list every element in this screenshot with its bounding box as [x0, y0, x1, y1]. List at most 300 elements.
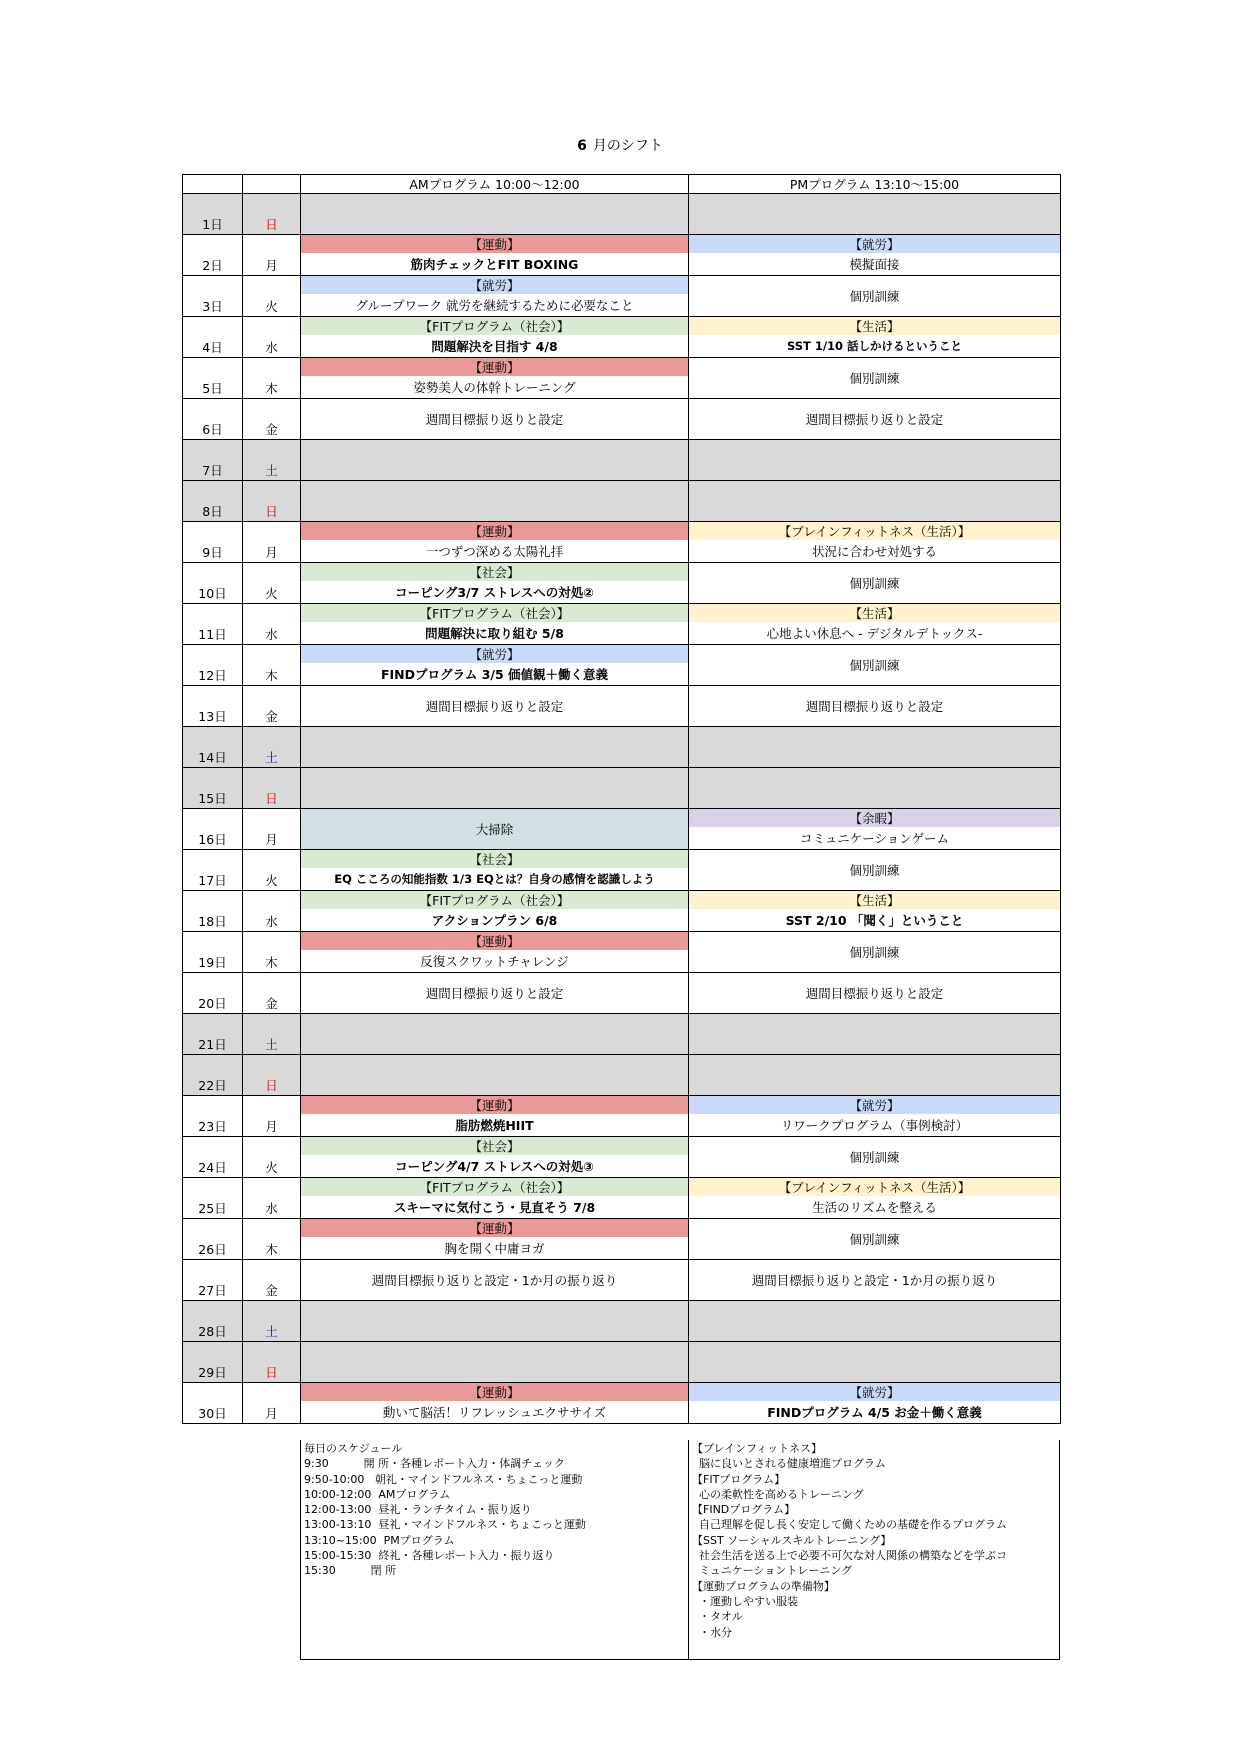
table-row — [183, 768, 1061, 809]
am-program-text: 脂肪燃焼HIIT — [455, 1118, 534, 1133]
header-am: AMプログラム 10:00～12:00 — [301, 175, 689, 193]
pm-cell — [689, 1096, 1061, 1136]
table-row — [183, 1055, 1061, 1096]
day-cell — [183, 522, 243, 562]
month-number: 6 — [577, 138, 587, 154]
weekday-cell — [243, 1219, 301, 1259]
am-category: 【社会】 — [301, 850, 688, 868]
day-label: 23日 — [198, 1119, 227, 1134]
weekday-cell — [243, 768, 301, 808]
pm-cell — [689, 645, 1061, 685]
am-program-text: 動いて脳活！リフレッシュエクササイズ — [382, 1405, 607, 1420]
weekday-label: 金 — [265, 996, 278, 1011]
pm-cell — [689, 522, 1061, 562]
pm-cell — [689, 481, 1061, 521]
pm-category: 【就労】 — [689, 1096, 1060, 1114]
day-cell — [183, 194, 243, 234]
pm-category: 【ブレインフィットネス（生活）】 — [689, 1178, 1060, 1196]
day-label: 17日 — [198, 873, 227, 888]
pm-category: 【生活】 — [689, 891, 1060, 909]
note-line: ミュニケーショントレーニング — [692, 1564, 853, 1578]
day-label: 27日 — [198, 1283, 227, 1298]
table-body — [183, 194, 1061, 1424]
weekday-label: 水 — [265, 340, 278, 355]
am-cell — [301, 358, 689, 398]
day-label: 19日 — [198, 955, 227, 970]
am-category: 【運動】 — [301, 932, 688, 950]
table-row — [183, 809, 1061, 850]
weekday-label: 水 — [265, 1201, 278, 1216]
am-program-text: 週間目標振り返りと設定・1か月の振り返り — [371, 1273, 618, 1288]
am-cell — [301, 1342, 689, 1382]
pm-program-text: FINDプログラム 4/5 お金＋働く意義 — [767, 1405, 982, 1420]
am-program-text: コーピング4/7 ストレスへの対処③ — [395, 1159, 594, 1174]
weekday-label: 土 — [265, 1324, 278, 1339]
weekday-cell — [243, 1178, 301, 1218]
weekday-label: 日 — [265, 504, 278, 519]
weekday-label: 木 — [265, 1242, 278, 1257]
am-category: 【社会】 — [301, 563, 688, 581]
am-category: 【社会】 — [301, 1137, 688, 1155]
day-cell — [183, 1342, 243, 1382]
weekday-cell — [243, 1301, 301, 1341]
day-cell — [183, 276, 243, 316]
am-program-text: 週間目標振り返りと設定 — [425, 699, 564, 714]
pm-cell — [689, 235, 1061, 275]
weekday-label: 木 — [265, 381, 278, 396]
pm-cell — [689, 727, 1061, 767]
am-cell — [301, 1014, 689, 1054]
note-line: 社会生活を送る上で必要不可欠な対人関係の構築などを学ぶコ — [692, 1549, 1007, 1563]
table-row — [183, 563, 1061, 604]
am-cell — [301, 563, 689, 603]
pm-program-text: 状況に合わせ対処する — [811, 544, 937, 559]
am-category: 【FITプログラム（社会）】 — [301, 604, 688, 622]
day-label: 25日 — [198, 1201, 227, 1216]
weekday-cell — [243, 604, 301, 644]
am-category: 【FITプログラム（社会）】 — [301, 1178, 688, 1196]
day-cell — [183, 809, 243, 849]
pm-category: 【就労】 — [689, 235, 1060, 253]
am-category: 【運動】 — [301, 1219, 688, 1237]
day-cell — [183, 440, 243, 480]
weekday-cell — [243, 1260, 301, 1300]
weekday-label: 日 — [265, 791, 278, 806]
table-row — [183, 276, 1061, 317]
weekday-cell — [243, 1014, 301, 1054]
pm-cell — [689, 932, 1061, 972]
day-label: 18日 — [198, 914, 227, 929]
day-label: 8日 — [202, 504, 223, 519]
weekday-label: 土 — [265, 463, 278, 478]
shift-table — [182, 174, 1061, 1424]
day-label: 3日 — [202, 299, 223, 314]
table-row — [183, 604, 1061, 645]
table-row — [183, 1178, 1061, 1219]
weekday-cell — [243, 358, 301, 398]
table-row — [183, 317, 1061, 358]
day-cell — [183, 604, 243, 644]
am-cell — [301, 399, 689, 439]
note-line: 【SST ソーシャルスキルトレーニング】 — [692, 1533, 892, 1547]
day-cell — [183, 317, 243, 357]
weekday-cell — [243, 317, 301, 357]
weekday-cell — [243, 1096, 301, 1136]
weekday-label: 月 — [265, 545, 278, 560]
note-line: 10:00-12:00 AMプログラム — [304, 1487, 451, 1501]
pm-cell — [689, 1137, 1061, 1177]
weekday-label: 水 — [265, 914, 278, 929]
day-cell — [183, 891, 243, 931]
weekday-label: 土 — [265, 750, 278, 765]
day-cell — [183, 1383, 243, 1423]
weekday-label: 日 — [265, 1078, 278, 1093]
table-row — [183, 481, 1061, 522]
weekday-label: 火 — [265, 299, 278, 314]
day-label: 5日 — [202, 381, 223, 396]
am-cell — [301, 1260, 689, 1300]
weekday-label: 月 — [265, 1406, 278, 1421]
am-cell — [301, 276, 689, 316]
weekday-cell — [243, 686, 301, 726]
weekday-cell — [243, 1137, 301, 1177]
am-cell — [301, 1178, 689, 1218]
weekday-label: 月 — [265, 832, 278, 847]
pm-cell — [689, 809, 1061, 849]
pm-program-text: 個別訓練 — [849, 1232, 900, 1247]
day-cell — [183, 563, 243, 603]
day-cell — [183, 768, 243, 808]
pm-program-text: 個別訓練 — [849, 945, 900, 960]
pm-program-text: コミュニケーションゲーム — [799, 831, 949, 846]
day-cell — [183, 1178, 243, 1218]
table-row — [183, 399, 1061, 440]
day-label: 24日 — [198, 1160, 227, 1175]
table-row — [183, 850, 1061, 891]
am-cell — [301, 727, 689, 767]
program-descriptions — [689, 1440, 1059, 1659]
note-line: ・運動しやすい服装 — [692, 1594, 798, 1608]
pm-program-text: 週間目標振り返りと設定・1か月の振り返り — [751, 1273, 998, 1288]
am-program-text: 筋肉チェックとFIT BOXING — [410, 257, 579, 272]
am-cell — [301, 1301, 689, 1341]
am-cell — [301, 809, 689, 849]
am-program-text: EQ こころの知能指数 1/3 EQとは？自身の感情を認識しよう — [334, 872, 655, 886]
day-cell — [183, 645, 243, 685]
day-label: 29日 — [198, 1365, 227, 1380]
table-row — [183, 1260, 1061, 1301]
am-cell — [301, 1055, 689, 1095]
table-row — [183, 645, 1061, 686]
am-program-text: 胸を開く中庸ヨガ — [444, 1241, 545, 1256]
day-cell — [183, 1014, 243, 1054]
table-row — [183, 932, 1061, 973]
pm-cell — [689, 276, 1061, 316]
day-label: 7日 — [202, 463, 223, 478]
day-label: 6日 — [202, 422, 223, 437]
weekday-cell — [243, 891, 301, 931]
pm-cell — [689, 1301, 1061, 1341]
day-label: 20日 — [198, 996, 227, 1011]
am-category: 【就労】 — [301, 645, 688, 663]
am-cell — [301, 1383, 689, 1423]
am-cell — [301, 522, 689, 562]
note-line: 【運動プログラムの準備物】 — [692, 1579, 835, 1593]
table-header — [183, 174, 1061, 194]
table-row — [183, 1342, 1061, 1383]
pm-program-text: 個別訓練 — [849, 863, 900, 878]
weekday-cell — [243, 1383, 301, 1423]
weekday-cell — [243, 440, 301, 480]
pm-category: 【余暇】 — [689, 809, 1060, 827]
note-line: 15:00-15:30 終礼・各種レポート入力・振り返り — [304, 1549, 555, 1563]
table-row — [183, 891, 1061, 932]
weekday-label: 木 — [265, 955, 278, 970]
pm-cell — [689, 440, 1061, 480]
pm-category: 【生活】 — [689, 317, 1060, 335]
pm-cell — [689, 1342, 1061, 1382]
weekday-label: 火 — [265, 586, 278, 601]
note-line: 13:00-13:10 昼礼・マインドフルネス・ちょこっと運動 — [304, 1518, 586, 1532]
note-line: 13:10~15:00 PMプログラム — [304, 1533, 455, 1547]
day-label: 15日 — [198, 791, 227, 806]
pm-cell — [689, 1383, 1061, 1423]
weekday-cell — [243, 194, 301, 234]
am-category: 【運動】 — [301, 358, 688, 376]
am-cell — [301, 850, 689, 890]
am-category: 【運動】 — [301, 1096, 688, 1114]
day-label: 1日 — [202, 217, 223, 232]
am-program-text: 一つずつ深める太陽礼拝 — [425, 544, 564, 559]
day-cell — [183, 399, 243, 439]
pm-program-text: 心地よい休息へ - デジタルデトックス- — [766, 626, 983, 641]
pm-cell — [689, 973, 1061, 1013]
pm-program-text: 個別訓練 — [849, 371, 900, 386]
table-row — [183, 358, 1061, 399]
am-cell — [301, 317, 689, 357]
weekday-label: 金 — [265, 709, 278, 724]
am-category: 【就労】 — [301, 276, 688, 294]
pm-cell — [689, 686, 1061, 726]
weekday-cell — [243, 1342, 301, 1382]
am-program-text: 反復スクワットチャレンジ — [420, 954, 569, 969]
table-row — [183, 686, 1061, 727]
pm-program-text: 個別訓練 — [849, 1150, 900, 1165]
note-line: 心の柔軟性を高めるトレーニング — [692, 1487, 864, 1501]
pm-program-text: リワークプログラム（事例検討） — [780, 1118, 969, 1133]
am-category: 【運動】 — [301, 235, 688, 253]
weekday-cell — [243, 645, 301, 685]
am-cell — [301, 1219, 689, 1259]
am-cell — [301, 1096, 689, 1136]
am-cell — [301, 973, 689, 1013]
pm-cell — [689, 358, 1061, 398]
day-label: 26日 — [198, 1242, 227, 1257]
pm-cell — [689, 604, 1061, 644]
table-row — [183, 1219, 1061, 1260]
weekday-cell — [243, 850, 301, 890]
am-cell — [301, 686, 689, 726]
weekday-label: 水 — [265, 627, 278, 642]
note-line: 脳に良いとされる健康増進プログラム — [692, 1457, 886, 1471]
weekday-label: 日 — [265, 217, 278, 232]
day-cell — [183, 1219, 243, 1259]
day-label: 14日 — [198, 750, 227, 765]
table-row — [183, 194, 1061, 235]
pm-cell — [689, 850, 1061, 890]
am-category: 【運動】 — [301, 1383, 688, 1401]
weekday-cell — [243, 727, 301, 767]
weekday-label: 日 — [265, 1365, 278, 1380]
pm-cell — [689, 1055, 1061, 1095]
daily-schedule-notes — [301, 1440, 689, 1659]
am-program-text: 問題解決を目指す 4/8 — [431, 339, 558, 354]
pm-program-text: 模擬面接 — [849, 257, 900, 272]
header-pm: PMプログラム 13:10～15:00 — [689, 175, 1061, 193]
table-row — [183, 1014, 1061, 1055]
pm-cell — [689, 1014, 1061, 1054]
pm-program-text: 個別訓練 — [849, 658, 900, 673]
pm-category: 【就労】 — [689, 1383, 1060, 1401]
day-label: 30日 — [198, 1406, 227, 1421]
am-program-text: 大掃除 — [301, 809, 688, 849]
pm-program-text: SST 2/10 「聞く」ということ — [785, 913, 964, 928]
am-cell — [301, 891, 689, 931]
note-line: 12:00-13:00 昼礼・ランチタイム・振り返り — [304, 1503, 532, 1517]
weekday-cell — [243, 235, 301, 275]
pm-program-text: 生活のリズムを整える — [812, 1200, 937, 1215]
am-cell — [301, 645, 689, 685]
pm-cell — [689, 768, 1061, 808]
am-cell — [301, 194, 689, 234]
am-category: 【運動】 — [301, 522, 688, 540]
am-category: 【FITプログラム（社会）】 — [301, 317, 688, 335]
pm-cell — [689, 317, 1061, 357]
day-cell — [183, 1055, 243, 1095]
pm-program-text: 週間目標振り返りと設定 — [805, 986, 944, 1001]
note-line: 【FITプログラム】 — [692, 1472, 786, 1486]
am-program-text: アクションプラン 6/8 — [431, 913, 558, 928]
pm-cell — [689, 399, 1061, 439]
pm-cell — [689, 1178, 1061, 1218]
am-cell — [301, 932, 689, 972]
table-row — [183, 235, 1061, 276]
weekday-label: 金 — [265, 1283, 278, 1298]
am-cell — [301, 1137, 689, 1177]
day-label: 28日 — [198, 1324, 227, 1339]
day-cell — [183, 932, 243, 972]
title-text: 月のシフト — [592, 138, 663, 154]
weekday-label: 月 — [265, 258, 278, 273]
notes-section — [300, 1440, 1060, 1660]
note-line: ・タオル — [692, 1610, 743, 1624]
day-label: 2日 — [202, 258, 223, 273]
day-label: 9日 — [202, 545, 223, 560]
note-line: 9:50-10:00 朝礼・マインドフルネス・ちょこっと運動 — [304, 1472, 583, 1486]
pm-cell — [689, 563, 1061, 603]
weekday-cell — [243, 563, 301, 603]
pm-category: 【ブレインフィットネス（生活）】 — [689, 522, 1060, 540]
table-row — [183, 727, 1061, 768]
weekday-label: 金 — [265, 422, 278, 437]
weekday-cell — [243, 932, 301, 972]
day-cell — [183, 481, 243, 521]
weekday-cell — [243, 276, 301, 316]
pm-program-text: 週間目標振り返りと設定 — [805, 699, 944, 714]
page-title — [0, 135, 1240, 155]
am-program-text: スキーマに気付こう・見直そう 7/8 — [393, 1200, 596, 1215]
table-row — [183, 1383, 1061, 1424]
day-cell — [183, 358, 243, 398]
table-row — [183, 440, 1061, 481]
table-row — [183, 973, 1061, 1014]
pm-cell — [689, 1219, 1061, 1259]
day-cell — [183, 1137, 243, 1177]
note-line: ・水分 — [692, 1625, 732, 1639]
day-label: 21日 — [198, 1037, 227, 1052]
note-line: 毎日のスケジュール — [304, 1442, 403, 1455]
am-program-text: 週間目標振り返りと設定 — [425, 986, 564, 1001]
pm-cell — [689, 1260, 1061, 1300]
table-row — [183, 1137, 1061, 1178]
weekday-cell — [243, 399, 301, 439]
table-row — [183, 522, 1061, 563]
day-label: 12日 — [198, 668, 227, 683]
day-label: 16日 — [198, 832, 227, 847]
weekday-cell — [243, 1055, 301, 1095]
weekday-label: 火 — [265, 1160, 278, 1175]
pm-cell — [689, 194, 1061, 234]
note-line: 自己理解を促し長く安定して働くための基礎を作るプログラム — [692, 1518, 1007, 1532]
day-cell — [183, 727, 243, 767]
day-cell — [183, 686, 243, 726]
am-program-text: 姿勢美人の体幹トレーニング — [413, 380, 576, 395]
note-line: 【ブレインフィットネス】 — [692, 1442, 823, 1455]
note-line: 15:30 閉 所 — [304, 1564, 397, 1578]
am-cell — [301, 481, 689, 521]
am-program-text: FINDプログラム 3/5 価値観＋働く意義 — [380, 667, 609, 682]
day-label: 11日 — [198, 627, 227, 642]
weekday-label: 火 — [265, 873, 278, 888]
am-cell — [301, 604, 689, 644]
weekday-cell — [243, 809, 301, 849]
header-day — [183, 175, 243, 193]
day-label: 4日 — [202, 340, 223, 355]
weekday-label: 土 — [265, 1037, 278, 1052]
table-row — [183, 1096, 1061, 1137]
note-line: 9:30 開 所・各種レポート入力・体調チェック — [304, 1457, 565, 1471]
day-cell — [183, 1096, 243, 1136]
am-program-text: グループワーク 就労を継続するために必要なこと — [355, 298, 634, 313]
pm-program-text: SST 1/10 話しかけるということ — [786, 339, 963, 353]
weekday-label: 木 — [265, 668, 278, 683]
day-cell — [183, 850, 243, 890]
pm-program-text: 個別訓練 — [849, 289, 900, 304]
am-cell — [301, 235, 689, 275]
am-program-text: 問題解決に取り組む 5/8 — [425, 626, 564, 641]
am-cell — [301, 768, 689, 808]
header-weekday — [243, 175, 301, 193]
am-cell — [301, 440, 689, 480]
day-cell — [183, 973, 243, 1013]
pm-category: 【生活】 — [689, 604, 1060, 622]
day-cell — [183, 1260, 243, 1300]
table-row — [183, 1301, 1061, 1342]
am-program-text: コーピング3/7 ストレスへの対処② — [395, 585, 594, 600]
pm-cell — [689, 891, 1061, 931]
pm-program-text: 個別訓練 — [849, 576, 900, 591]
weekday-cell — [243, 522, 301, 562]
